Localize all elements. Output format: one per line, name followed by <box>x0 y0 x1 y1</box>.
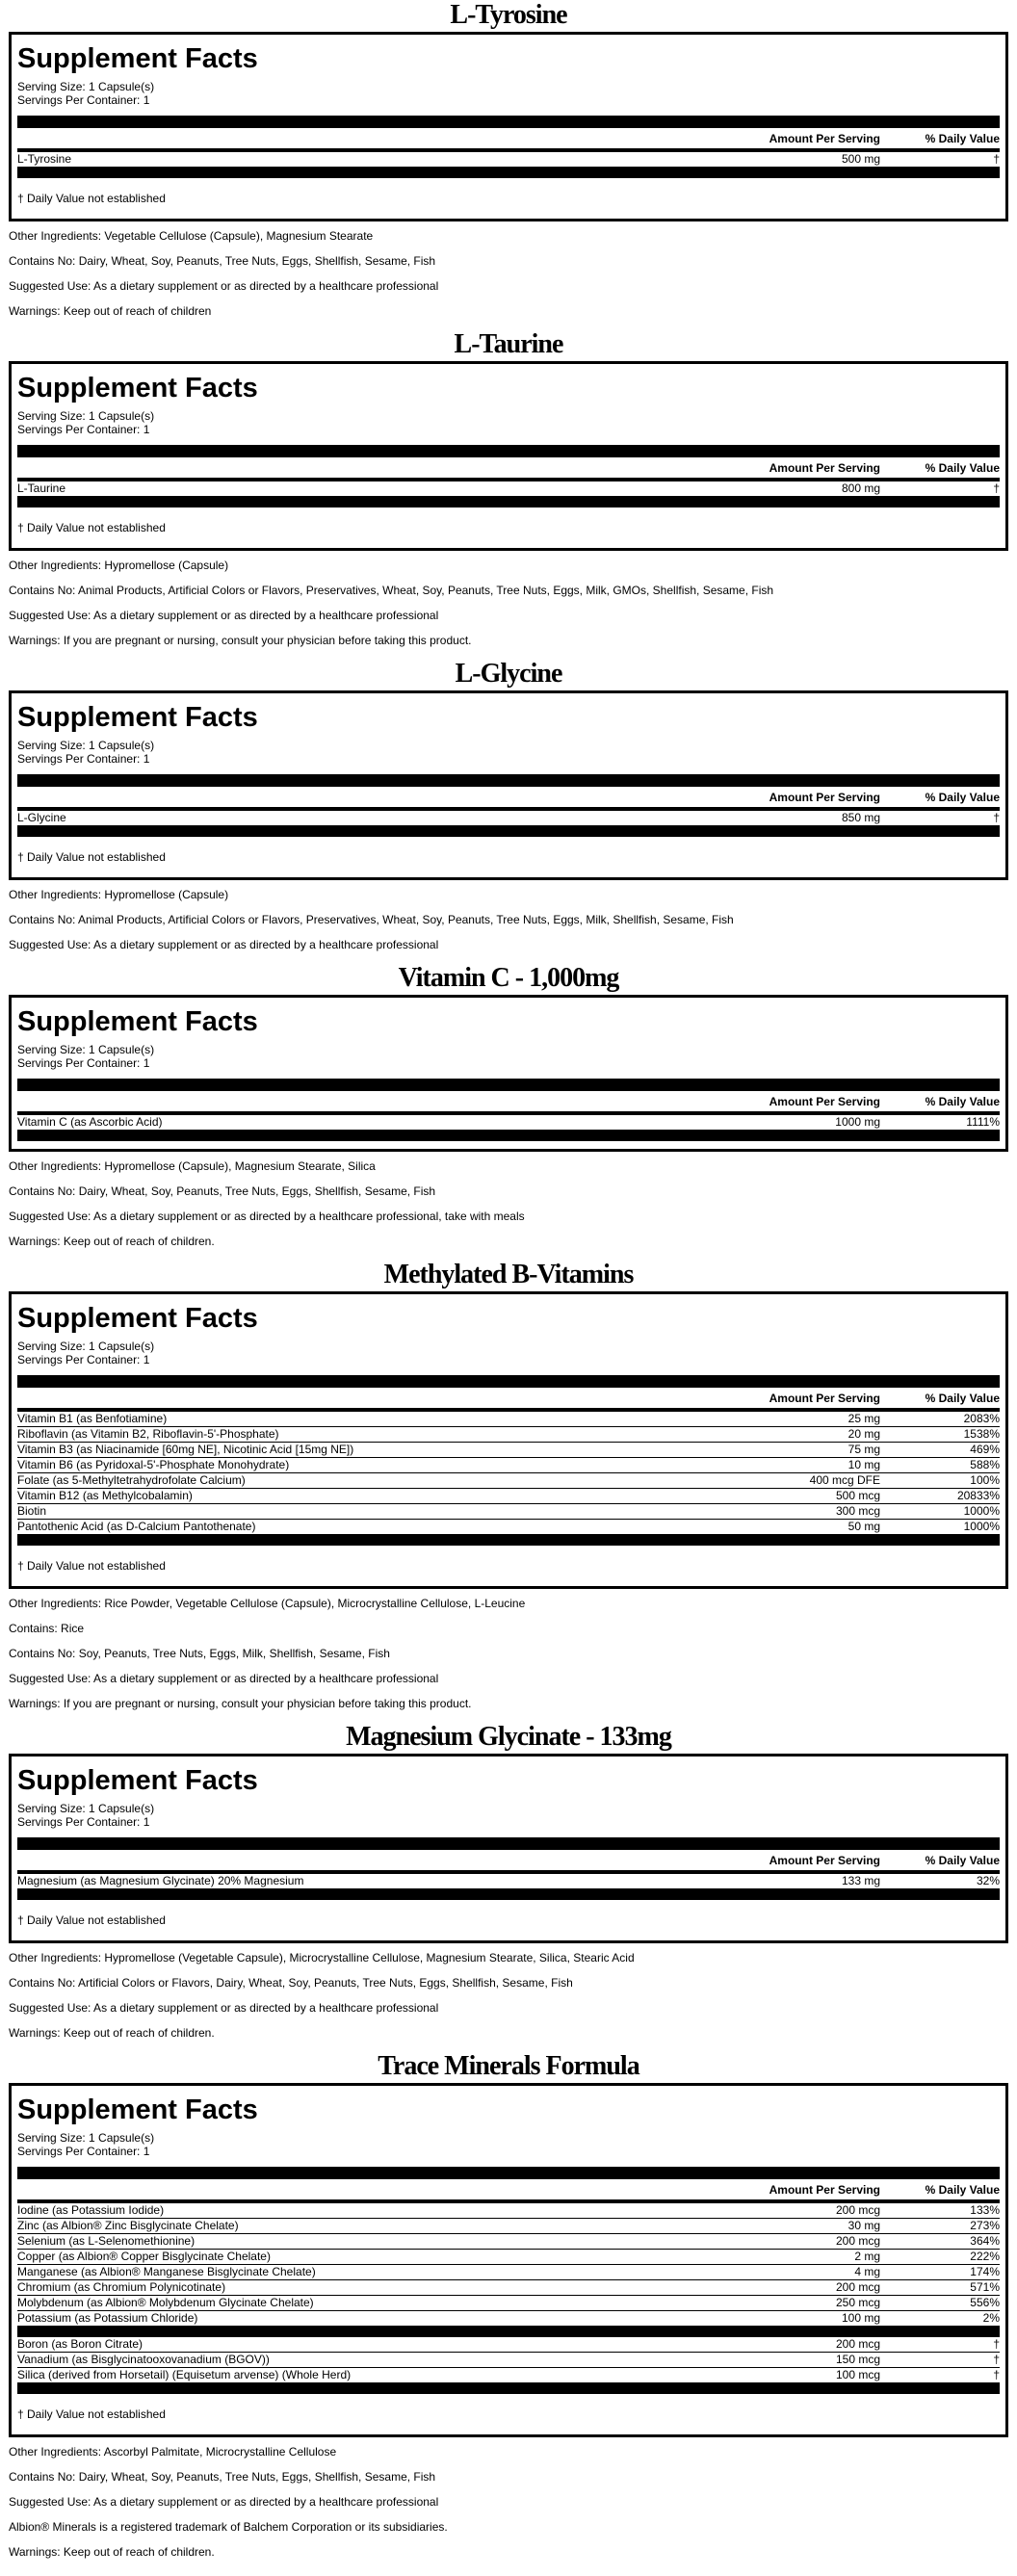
column-header <box>17 791 1000 811</box>
nutrient-amount: 75 mg <box>848 1443 880 1456</box>
nutrient-amount: 2 mg <box>854 2250 880 2263</box>
divider-bar <box>17 2382 1000 2394</box>
header-spacer <box>17 791 688 805</box>
amount-per-serving-header: Amount Per Serving <box>769 2183 880 2197</box>
servings-per-container: Servings Per Container: 1 <box>17 1815 150 1829</box>
product-section <box>0 2051 1017 2559</box>
nutrient-row <box>17 2219 1000 2234</box>
nutrient-name: Vitamin B12 (as Methylcobalamin) <box>17 1489 193 1502</box>
nutrient-name: Zinc (as Albion® Zinc Bisglycinate Chelate) <box>17 2219 239 2232</box>
info-line: Warnings: Keep out of reach of children. <box>9 2026 215 2040</box>
nutrient-row <box>17 1874 1000 1888</box>
nutrient-daily-value: 100% <box>970 1473 1000 1487</box>
nutrient-row <box>17 1520 1000 1534</box>
nutrient-daily-value: 174% <box>970 2265 1000 2278</box>
info-line: Suggested Use: As a dietary supplement or as directed by a healthcare professional, take with meals <box>9 1210 525 1223</box>
divider-bar <box>17 167 1000 178</box>
nutrient-daily-value: 1538% <box>963 1427 1000 1441</box>
daily-value-footnote: † Daily Value not established <box>17 850 166 864</box>
product-info <box>0 1589 1017 1710</box>
nutrient-amount: 100 mcg <box>835 2368 880 2381</box>
divider-bar <box>17 1130 1000 1141</box>
serving-size: Serving Size: 1 Capsule(s) <box>17 2131 155 2145</box>
serving-size: Serving Size: 1 Capsule(s) <box>17 1340 155 1353</box>
nutrient-daily-value: 133% <box>970 2203 1000 2217</box>
product-section <box>0 1722 1017 2040</box>
product-title: Methylated B-Vitamins <box>383 1260 634 1289</box>
divider-bar <box>17 116 1000 128</box>
nutrient-daily-value: 222% <box>970 2250 1000 2263</box>
amount-per-serving-header: Amount Per Serving <box>769 1392 880 1405</box>
nutrient-name: Silica (derived from Horsetail) (Equisetum arvense) (Whole Herd) <box>17 2368 352 2381</box>
column-header <box>17 461 1000 481</box>
nutrient-row <box>17 2353 1000 2368</box>
nutrient-row <box>17 1443 1000 1458</box>
nutrient-amount: 100 mg <box>841 2311 880 2325</box>
nutrient-daily-value: 571% <box>970 2280 1000 2294</box>
info-line: Warnings: If you are pregnant or nursing, consult your physician before taking this product. <box>9 634 472 647</box>
nutrient-daily-value: 2083% <box>963 1412 1000 1425</box>
divider-bar <box>17 445 1000 457</box>
nutrient-daily-value: 20833% <box>956 1489 1000 1502</box>
nutrient-row <box>17 2296 1000 2311</box>
nutrient-daily-value: 1000% <box>963 1520 1000 1533</box>
info-line: Albion® Minerals is a registered trademark of Balchem Corporation or its subsidiaries. <box>9 2520 448 2534</box>
product-title: Magnesium Glycinate - 133mg <box>346 1722 671 1752</box>
daily-value-header: % Daily Value <box>925 1854 1000 1867</box>
supplement-facts-heading: Supplement Facts <box>17 1303 258 1334</box>
info-line: Suggested Use: As a dietary supplement or as directed by a healthcare professional <box>9 609 439 622</box>
product-info <box>0 221 1017 318</box>
supplement-facts-panel <box>9 2083 1008 2437</box>
nutrient-amount: 10 mg <box>848 1458 880 1471</box>
nutrient-name: Chromium (as Chromium Polynicotinate) <box>17 2280 226 2294</box>
nutrient-amount: 250 mcg <box>835 2296 880 2309</box>
servings-per-container: Servings Per Container: 1 <box>17 1056 150 1070</box>
nutrient-row <box>17 2368 1000 2382</box>
product-info <box>0 1152 1017 1248</box>
nutrient-amount: 200 mcg <box>835 2337 880 2351</box>
servings-per-container: Servings Per Container: 1 <box>17 752 150 766</box>
nutrient-row <box>17 2311 1000 2326</box>
nutrient-row <box>17 2337 1000 2353</box>
nutrient-row <box>17 1504 1000 1520</box>
nutrient-name: L-Taurine <box>17 481 66 495</box>
column-header <box>17 2183 1000 2203</box>
info-line: Warnings: Keep out of reach of children. <box>9 1235 215 1248</box>
column-header <box>17 132 1000 152</box>
product-title: L-Tyrosine <box>450 0 567 30</box>
supplement-facts-panel <box>9 32 1008 221</box>
nutrient-daily-value: † <box>993 481 1000 495</box>
nutrient-amount: 200 mcg <box>835 2234 880 2248</box>
nutrient-name: Molybdenum (as Albion® Molybdenum Glycinate Chelate) <box>17 2296 314 2309</box>
nutrient-row <box>17 1115 1000 1130</box>
supplement-facts-panel <box>9 361 1008 551</box>
nutrient-daily-value: 273% <box>970 2219 1000 2232</box>
column-header <box>17 1392 1000 1412</box>
nutrient-daily-value: 32% <box>976 1874 1000 1887</box>
divider-bar <box>17 774 1000 787</box>
daily-value-footnote: † Daily Value not established <box>17 192 166 205</box>
nutrient-row <box>17 2203 1000 2219</box>
header-spacer <box>17 1392 688 1406</box>
info-line: Warnings: Keep out of reach of children. <box>9 2545 215 2559</box>
info-line: Suggested Use: As a dietary supplement or as directed by a healthcare professional <box>9 938 439 951</box>
nutrient-amount: 300 mcg <box>835 1504 880 1518</box>
nutrient-daily-value: 1111% <box>966 1115 1000 1129</box>
nutrient-amount: 30 mg <box>848 2219 880 2232</box>
header-spacer <box>17 2183 688 2198</box>
nutrient-amount: 50 mg <box>848 1520 880 1533</box>
product-title: L-Glycine <box>455 659 562 689</box>
supplement-facts-heading: Supplement Facts <box>17 373 258 403</box>
amount-per-serving-header: Amount Per Serving <box>769 132 880 145</box>
nutrient-name: Riboflavin (as Vitamin B2, Riboflavin-5'-Phosphate) <box>17 1427 279 1441</box>
nutrient-amount: 800 mg <box>841 481 880 495</box>
divider-bar <box>17 1534 1000 1546</box>
info-line: Contains: Rice <box>9 1622 85 1635</box>
supplement-facts-heading: Supplement Facts <box>17 43 258 74</box>
nutrient-row <box>17 1458 1000 1473</box>
daily-value-footnote: † Daily Value not established <box>17 1913 166 1927</box>
info-line: Contains No: Dairy, Wheat, Soy, Peanuts, Tree Nuts, Eggs, Shellfish, Sesame, Fish <box>9 254 436 268</box>
serving-size: Serving Size: 1 Capsule(s) <box>17 1802 155 1815</box>
nutrient-amount: 1000 mg <box>835 1115 880 1129</box>
product-info <box>0 880 1017 951</box>
supplement-facts-panel <box>9 690 1008 880</box>
product-title: L-Taurine <box>454 329 563 359</box>
info-line: Warnings: Keep out of reach of children <box>9 304 212 318</box>
product-title: Trace Minerals Formula <box>378 2051 639 2081</box>
nutrient-amount: 150 mcg <box>835 2353 880 2366</box>
supplement-facts-heading: Supplement Facts <box>17 2095 258 2125</box>
supplement-facts-heading: Supplement Facts <box>17 1006 258 1037</box>
nutrient-name: Manganese (as Albion® Manganese Bisglycinate Chelate) <box>17 2265 316 2278</box>
nutrient-daily-value: 556% <box>970 2296 1000 2309</box>
nutrient-daily-value: † <box>993 811 1000 824</box>
column-header <box>17 1854 1000 1874</box>
info-line: Contains No: Animal Products, Artificial Colors or Flavors, Preservatives, Wheat, Soy, Peanuts, Tree Nuts, Eggs, Milk, Shellfish, Sesame, Fish <box>9 913 734 926</box>
nutrient-amount: 133 mg <box>841 1874 880 1887</box>
nutrient-row <box>17 2280 1000 2296</box>
nutrient-name: Selenium (as L-Selenomethionine) <box>17 2234 196 2248</box>
info-line: Warnings: If you are pregnant or nursing, consult your physician before taking this product. <box>9 1697 472 1710</box>
info-line: Contains No: Artificial Colors or Flavors, Dairy, Wheat, Soy, Peanuts, Tree Nuts, Eggs, Shellfish, Sesame, Fish <box>9 1976 573 1990</box>
serving-size: Serving Size: 1 Capsule(s) <box>17 739 155 752</box>
nutrient-name: L-Glycine <box>17 811 66 824</box>
nutrient-daily-value: † <box>993 2368 1000 2381</box>
product-section <box>0 329 1017 647</box>
product-title: Vitamin C - 1,000mg <box>398 963 619 993</box>
info-line: Contains No: Dairy, Wheat, Soy, Peanuts, Tree Nuts, Eggs, Shellfish, Sesame, Fish <box>9 1184 436 1198</box>
nutrient-daily-value: 2% <box>982 2311 1000 2325</box>
divider-bar <box>17 2326 1000 2337</box>
divider-bar <box>17 1375 1000 1388</box>
nutrient-amount: 25 mg <box>848 1412 880 1425</box>
info-line: Other Ingredients: Ascorbyl Palmitate, Microcrystalline Cellulose <box>9 2445 337 2459</box>
column-header <box>17 1095 1000 1115</box>
serving-size: Serving Size: 1 Capsule(s) <box>17 1043 155 1056</box>
header-spacer <box>17 1095 688 1109</box>
nutrient-row <box>17 1412 1000 1427</box>
product-info <box>0 2437 1017 2559</box>
info-line: Suggested Use: As a dietary supplement or as directed by a healthcare professional <box>9 1672 439 1685</box>
info-line: Other Ingredients: Rice Powder, Vegetable Cellulose (Capsule), Microcrystalline Cellulose, L-Leucine <box>9 1597 526 1610</box>
nutrient-amount: 400 mcg DFE <box>809 1473 880 1487</box>
nutrient-amount: 4 mg <box>854 2265 880 2278</box>
nutrient-name: Boron (as Boron Citrate) <box>17 2337 143 2351</box>
nutrient-daily-value: † <box>993 2353 1000 2366</box>
nutrient-name: Potassium (as Potassium Chloride) <box>17 2311 198 2325</box>
divider-bar <box>17 496 1000 507</box>
nutrient-daily-value: † <box>993 152 1000 166</box>
serving-size: Serving Size: 1 Capsule(s) <box>17 409 155 423</box>
product-section <box>0 0 1017 318</box>
nutrient-row <box>17 1473 1000 1489</box>
daily-value-header: % Daily Value <box>925 791 1000 804</box>
nutrient-amount: 500 mg <box>841 152 880 166</box>
nutrient-row <box>17 2265 1000 2280</box>
divider-bar <box>17 1837 1000 1850</box>
product-info <box>0 1943 1017 2040</box>
nutrient-name: Copper (as Albion® Copper Bisglycinate Chelate) <box>17 2250 271 2263</box>
amount-per-serving-header: Amount Per Serving <box>769 791 880 804</box>
nutrient-amount: 200 mcg <box>835 2203 880 2217</box>
servings-per-container: Servings Per Container: 1 <box>17 1353 150 1366</box>
nutrient-name: Vitamin B3 (as Niacinamide [60mg NE], Nicotinic Acid [15mg NE]) <box>17 1443 354 1456</box>
info-line: Other Ingredients: Hypromellose (Capsule), Magnesium Stearate, Silica <box>9 1159 376 1173</box>
nutrient-row <box>17 811 1000 825</box>
servings-per-container: Servings Per Container: 1 <box>17 93 150 107</box>
info-line: Contains No: Dairy, Wheat, Soy, Peanuts, Tree Nuts, Eggs, Shellfish, Sesame, Fish <box>9 2470 436 2484</box>
nutrient-amount: 850 mg <box>841 811 880 824</box>
info-line: Other Ingredients: Hypromellose (Capsule) <box>9 888 229 901</box>
amount-per-serving-header: Amount Per Serving <box>769 461 880 475</box>
supplement-facts-heading: Supplement Facts <box>17 1765 258 1796</box>
nutrient-row <box>17 481 1000 496</box>
info-line: Other Ingredients: Hypromellose (Capsule) <box>9 559 229 572</box>
divider-bar <box>17 2167 1000 2179</box>
amount-per-serving-header: Amount Per Serving <box>769 1854 880 1867</box>
product-section <box>0 659 1017 951</box>
nutrient-name: Vanadium (as Bisglycinatooxovanadium (BGOV)) <box>17 2353 270 2366</box>
nutrient-name: Pantothenic Acid (as D-Calcium Pantothenate) <box>17 1520 256 1533</box>
info-line: Suggested Use: As a dietary supplement or as directed by a healthcare professional <box>9 2495 439 2509</box>
nutrient-name: Magnesium (as Magnesium Glycinate) 20% Magnesium <box>17 1874 304 1887</box>
daily-value-header: % Daily Value <box>925 1095 1000 1108</box>
supplement-facts-panel <box>9 1291 1008 1589</box>
nutrient-amount: 20 mg <box>848 1427 880 1441</box>
info-line: Suggested Use: As a dietary supplement or as directed by a healthcare professional <box>9 279 439 293</box>
nutrient-daily-value: 364% <box>970 2234 1000 2248</box>
header-spacer <box>17 1854 688 1868</box>
info-line: Other Ingredients: Vegetable Cellulose (Capsule), Magnesium Stearate <box>9 229 374 243</box>
nutrient-daily-value: 1000% <box>963 1504 1000 1518</box>
nutrient-name: L-Tyrosine <box>17 152 72 166</box>
info-line: Contains No: Soy, Peanuts, Tree Nuts, Eggs, Milk, Shellfish, Sesame, Fish <box>9 1647 390 1660</box>
nutrient-name: Vitamin C (as Ascorbic Acid) <box>17 1115 163 1129</box>
info-line: Contains No: Animal Products, Artificial Colors or Flavors, Preservatives, Wheat, Soy, Peanuts, Tree Nuts, Eggs, Milk, GMOs, Shellfish, Sesame, Fish <box>9 584 774 597</box>
servings-per-container: Servings Per Container: 1 <box>17 2145 150 2158</box>
divider-bar <box>17 1079 1000 1091</box>
nutrient-amount: 200 mcg <box>835 2280 880 2294</box>
product-info <box>0 551 1017 647</box>
daily-value-footnote: † Daily Value not established <box>17 1559 166 1573</box>
nutrient-daily-value: 469% <box>970 1443 1000 1456</box>
daily-value-header: % Daily Value <box>925 1392 1000 1405</box>
servings-per-container: Servings Per Container: 1 <box>17 423 150 436</box>
daily-value-header: % Daily Value <box>925 461 1000 475</box>
nutrient-name: Iodine (as Potassium Iodide) <box>17 2203 165 2217</box>
info-line: Suggested Use: As a dietary supplement or as directed by a healthcare professional <box>9 2001 439 2015</box>
nutrient-row <box>17 1489 1000 1504</box>
nutrient-row <box>17 152 1000 167</box>
nutrient-row <box>17 2234 1000 2250</box>
divider-bar <box>17 1888 1000 1900</box>
daily-value-header: % Daily Value <box>925 132 1000 145</box>
nutrient-daily-value: † <box>993 2337 1000 2351</box>
amount-per-serving-header: Amount Per Serving <box>769 1095 880 1108</box>
header-spacer <box>17 461 688 476</box>
supplement-facts-heading: Supplement Facts <box>17 702 258 733</box>
nutrient-daily-value: 588% <box>970 1458 1000 1471</box>
nutrient-name: Folate (as 5-Methyltetrahydrofolate Calcium) <box>17 1473 246 1487</box>
nutrient-row <box>17 2250 1000 2265</box>
supplement-facts-panel <box>9 1754 1008 1943</box>
daily-value-footnote: † Daily Value not established <box>17 2407 166 2421</box>
nutrient-amount: 500 mcg <box>835 1489 880 1502</box>
nutrient-name: Vitamin B1 (as Benfotiamine) <box>17 1412 168 1425</box>
product-section <box>0 1260 1017 1710</box>
product-section <box>0 963 1017 1248</box>
daily-value-footnote: † Daily Value not established <box>17 521 166 534</box>
nutrient-row <box>17 1427 1000 1443</box>
header-spacer <box>17 132 688 146</box>
supplement-facts-panel <box>9 995 1008 1152</box>
serving-size: Serving Size: 1 Capsule(s) <box>17 80 155 93</box>
nutrient-name: Biotin <box>17 1504 47 1518</box>
daily-value-header: % Daily Value <box>925 2183 1000 2197</box>
divider-bar <box>17 825 1000 837</box>
info-line: Other Ingredients: Hypromellose (Vegetable Capsule), Microcrystalline Cellulose, Magnesium Stearate, Silica, Stearic Acid <box>9 1951 635 1965</box>
nutrient-name: Vitamin B6 (as Pyridoxal-5'-Phosphate Monohydrate) <box>17 1458 290 1471</box>
